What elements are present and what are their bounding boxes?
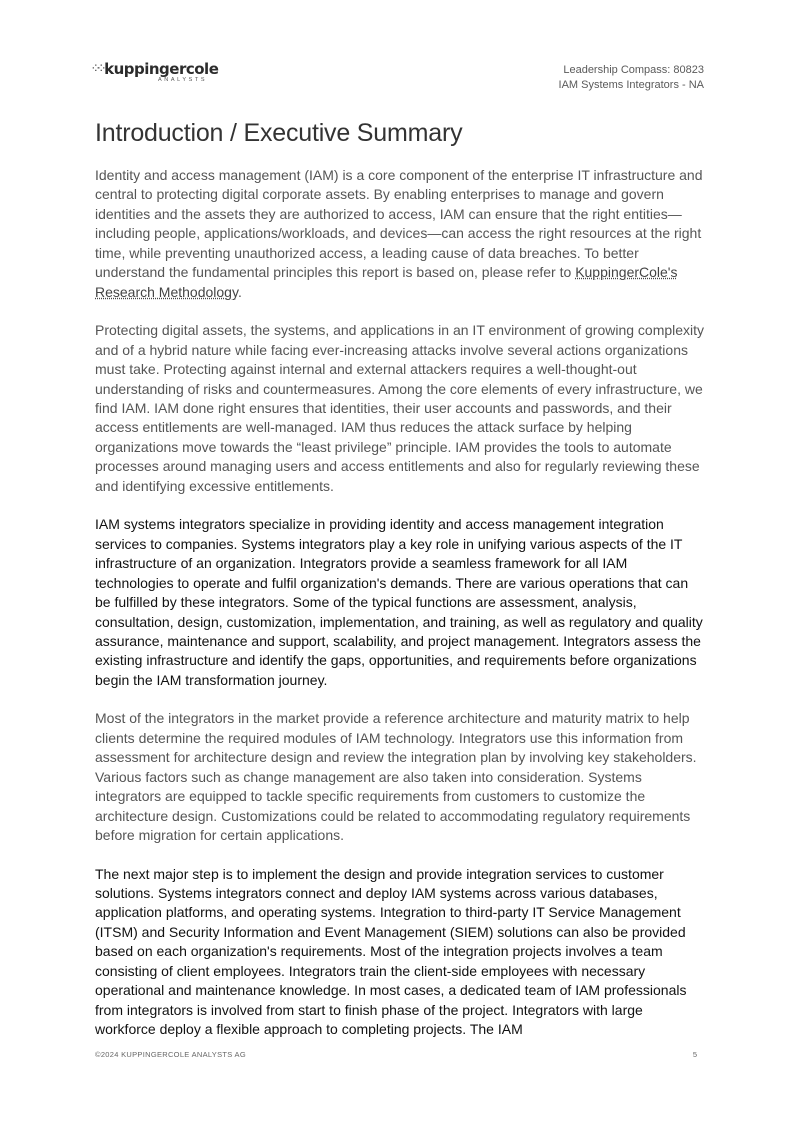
paragraph-3: IAM systems integrators specialize in providing identity and access management integration services to companies. Systems integrators play a key role in unifying various aspects of the IT infrastructure of an organization. Integrators provide a seamless framework for all IAM technologies to operate and fulfil organization's demands. There are various operations that can be fulfilled by these integrators. Some of the typical functions are assessment, analysis, consultation, design, customization, implementation, and training, as well as regulatory and quality assurance, maintenance and support, scalability, and project management. Integrators assess the existing infrastructure and identify the gaps, opportunities, and requirements before organizations begin the IAM transformation journey.: [95, 516, 703, 688]
logo-dots-icon: ⁘⁘: [92, 64, 104, 74]
body-text: [95, 166, 707, 1059]
document-subject: IAM Systems Integrators - NA: [558, 79, 704, 91]
kuppingercole-logo: [92, 62, 218, 83]
logo-subtitle: ANALYSTS: [158, 77, 208, 83]
footer-copyright: ©2024 KUPPINGERCOLE ANALYSTS AG: [95, 1050, 246, 1059]
paragraph-1-end: .: [237, 283, 242, 300]
paragraph-2: Protecting digital assets, the systems, and applications in an IT environment of growing complexity and of a hybrid nature while facing ever-increasing attacks involve several actions organizations must take. Protecting against internal and external attackers requires a well-thought-out understanding of risks and countermeasures. Among the core elements of every infrastructure, we find IAM. IAM done right ensures that identities, their user accounts and passwords, and their access entitlements are well-managed. IAM thus reduces the attack surface by helping organizations move towards the “least privilege” principle. IAM provides the tools to automate processes around managing users and access entitlements and also for regularly reviewing these and identifying excessive entitlements.: [95, 322, 705, 494]
paragraph-4: Most of the integrators in the market provide a reference architecture and maturity matrix to help clients determine the required modules of IAM technology. Integrators use this information from assessment for architecture design and review the integration plan by involving key stakeholders. Various factors such as change management are also taken into consideration. Systems integrators are equipped to tackle specific requirements from customers to customize the architecture design. Customizations could be related to accommodating regulatory requirements before migration for certain applications.: [95, 710, 697, 844]
paragraph-5: The next major step is to implement the design and provide integration services to customer solutions. Systems integrators connect and deploy IAM systems across various databases, application platforms, and operating systems. Integration to third-party IT Service Management (ITSM) and Security Information and Event Management (SIEM) solutions can also be provided based on each organization's requirements. Most of the integration projects involves a team consisting of client employees. Integrators train the client-side employees with necessary operational and maintenance knowledge. In most cases, a dedicated team of IAM professionals from integrators is involved from start to finish phase of the project. Integrators with large workforce deploy a flexible approach to completing projects. The IAM: [95, 865, 687, 1038]
paragraph-1-text: Identity and access management (IAM) is a core component of the enterprise IT infrastructure and central to protecting digital corporate assets. By enabling enterprises to manage and govern identities and the assets they are authorized to access, IAM can ensure that the right entities—including people, applications/workloads, and devices—can access the right resources at the right time, while preventing unauthorized access, a leading cause of data breaches. To better understand the fundamental principles this report is based on, please refer to: [95, 167, 703, 281]
logo-wordmark: kuppingercole: [104, 60, 219, 78]
page-title: Introduction / Executive Summary: [95, 119, 463, 147]
research-methodology-link[interactable]: KuppingerCole's Research Methodology: [95, 264, 678, 300]
paragraph-1: [95, 166, 707, 302]
document-reference: [559, 63, 704, 93]
footer-page-number: 5: [692, 1050, 697, 1059]
document-id: Leadership Compass: 80823: [563, 64, 704, 76]
